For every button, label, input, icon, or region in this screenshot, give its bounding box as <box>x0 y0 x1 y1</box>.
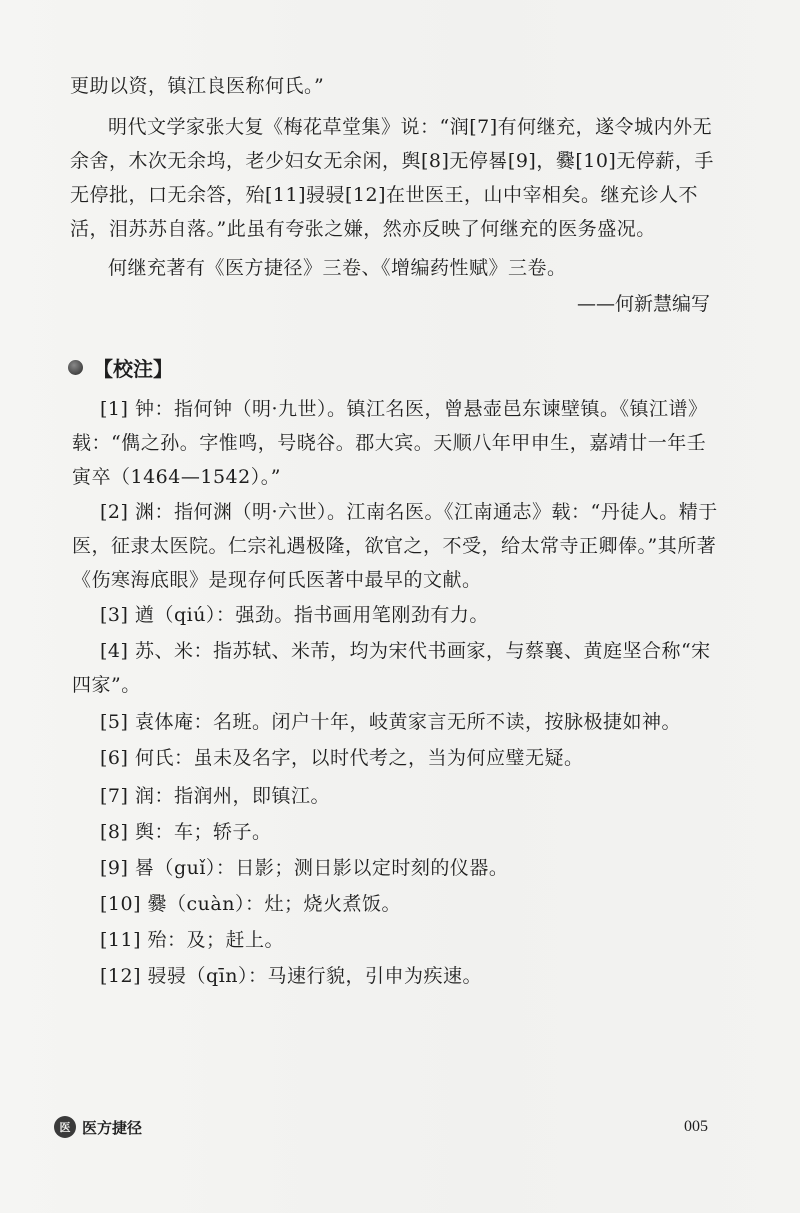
running-footer <box>54 1116 142 1138</box>
page-number: 005 <box>684 1118 708 1135</box>
note-2: [2] 渊：指何渊（明·六世）。江南名医。《江南通志》载：“丹徒人。精于医，征隶太医院。仁宗礼遇极隆，欲官之，不受，给太常寺正卿俸。”其所著《伤寒海底眼》是现存何氏医著中最早的文献。 <box>72 501 718 591</box>
notes-heading-text: 【校注】 <box>93 357 173 381</box>
note-3: [3] 遒（qiú）：强劲。指书画用笔刚劲有力。 <box>100 604 489 626</box>
author-signature: ——何新慧编写 <box>576 293 710 315</box>
paragraph-works: 何继充著有《医方捷径》三卷、《增编药性赋》三卷。 <box>108 257 567 279</box>
paragraph-zhang-dafu-quote: 明代文学家张大复《梅花草堂集》说：“润[7]有何继充，遂令城内外无余舍，木次无余坞，老少妇女无余闲，舆[8]无停晷[9]，爨[10]无停薪，手无停批，口无余答，殆[11]骎骎[12]在世医王，山中宰相矣。继充诊人不活，泪苏苏自落。”此虽有夸张之嫌，然亦反映了何继充的医务盛况。 <box>70 116 714 240</box>
bullet-dot-icon <box>68 360 83 375</box>
note-11: [11] 殆：及；赶上。 <box>100 929 285 951</box>
note-8: [8] 舆：车；轿子。 <box>100 821 272 843</box>
note-10: [10] 爨（cuàn）：灶；烧火煮饭。 <box>100 893 401 915</box>
paragraph-continuation: 更助以资，镇江良医称何氏。” <box>70 75 325 97</box>
notes-heading <box>68 353 173 382</box>
book-logo-icon: 医 <box>54 1116 76 1138</box>
note-1: [1] 钟：指何钟（明·九世）。镇江名医，曾悬壶邑东谏壁镇。《镇江谱》载：“儁之孙。字惟鸣，号晓谷。郡大宾。天顺八年甲申生，嘉靖廿一年壬寅卒（1464—1542）。” <box>72 398 708 488</box>
note-12: [12] 骎骎（qīn）：马速行貌，引申为疾速。 <box>100 965 483 987</box>
book-title: 医方捷径 <box>82 1118 143 1137</box>
note-7: [7] 润：指润州，即镇江。 <box>100 785 330 807</box>
note-6: [6] 何氏：虽未及名字，以时代考之，当为何应璧无疑。 <box>100 747 584 769</box>
note-5: [5] 袁体庵：名班。闭户十年，岐黄家言无所不读，按脉极捷如神。 <box>100 711 681 733</box>
note-4: [4] 苏、米：指苏轼、米芾，均为宋代书画家，与蔡襄、黄庭坚合称“宋四家”。 <box>72 640 711 696</box>
note-9: [9] 晷（guǐ）：日影；测日影以定时刻的仪器。 <box>100 857 509 879</box>
